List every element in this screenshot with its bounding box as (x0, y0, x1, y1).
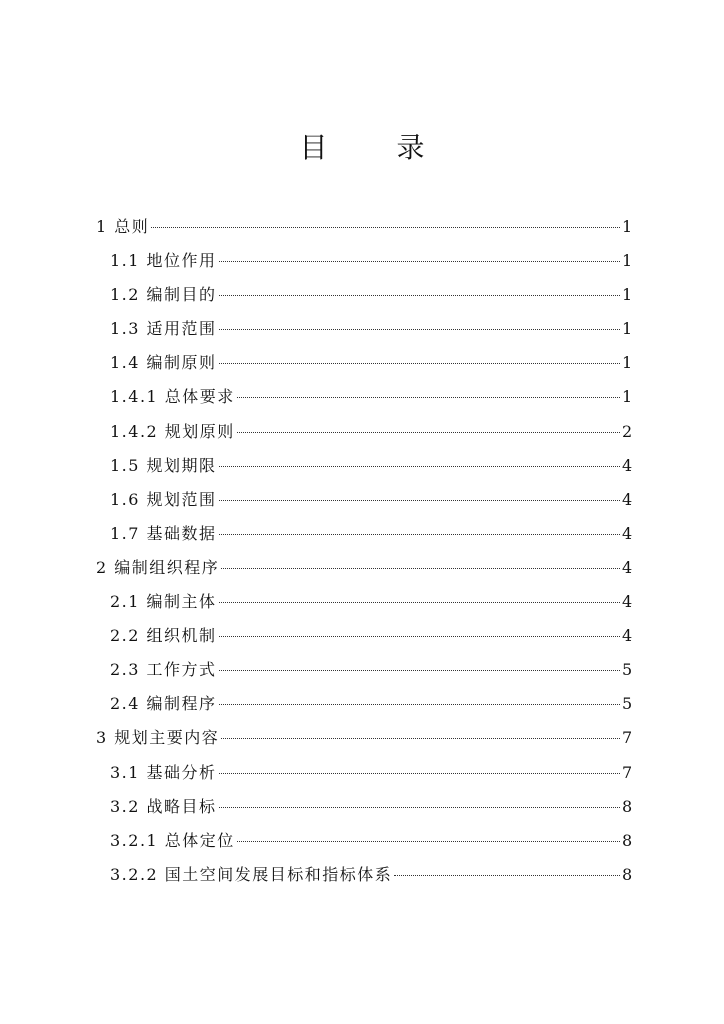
toc-entry[interactable] (96, 551, 632, 585)
toc-entry-label: 3.2.2 国土空间发展目标和指标体系 (110, 864, 393, 884)
toc-page-number: 1 (622, 217, 633, 236)
toc-dot-leader (221, 738, 620, 739)
toc-entry[interactable] (96, 278, 632, 312)
toc-dot-leader (237, 397, 620, 398)
toc-entry-label: 3 规划主要内容 (96, 728, 220, 748)
toc-page-number: 4 (622, 455, 633, 475)
toc-page-number: 5 (622, 660, 633, 680)
toc-entry-label: 1.1 地位作用 (110, 251, 217, 271)
toc-entry-label: 3.2.1 总体定位 (110, 830, 235, 850)
toc-entry[interactable] (96, 721, 632, 755)
toc-page-number: 1 (622, 353, 633, 373)
toc-entry-label: 1.4 编制原则 (110, 353, 217, 373)
toc-entry[interactable] (96, 380, 632, 414)
toc-entry-label: 1.4.1 总体要求 (110, 387, 235, 407)
toc-page-number: 7 (622, 762, 633, 782)
toc-entry[interactable] (96, 619, 632, 653)
toc-dot-leader (219, 466, 620, 467)
toc-dot-leader (219, 261, 620, 262)
toc-page-number: 4 (622, 523, 633, 543)
toc-entry-label: 2.2 组织机制 (110, 626, 217, 646)
toc-entry[interactable] (96, 653, 632, 687)
toc-dot-leader (151, 227, 620, 228)
toc-dot-leader (219, 704, 620, 705)
toc-page-number: 1 (622, 251, 633, 271)
toc-entry-label: 1 总则 (96, 217, 150, 236)
toc-page-number: 7 (622, 728, 633, 748)
toc-page-number: 4 (622, 592, 633, 612)
toc-entry-label: 3.2 战略目标 (110, 796, 217, 816)
toc-entry-label: 1.5 规划期限 (110, 455, 217, 475)
toc-dot-leader (221, 568, 620, 569)
toc-dot-leader (219, 636, 620, 637)
toc-page-number: 4 (622, 557, 633, 577)
table-of-contents (96, 210, 632, 892)
toc-dot-leader (219, 773, 620, 774)
toc-dot-leader (394, 875, 620, 876)
toc-entry[interactable] (96, 415, 632, 449)
toc-page-number: 8 (622, 830, 633, 850)
toc-page-number: 5 (622, 694, 633, 714)
toc-entry-label: 2.3 工作方式 (110, 660, 217, 680)
toc-title: 目 录 (299, 131, 455, 164)
toc-dot-leader (219, 500, 620, 501)
toc-entry[interactable] (96, 687, 632, 721)
toc-dot-leader (219, 534, 620, 535)
toc-entry[interactable] (96, 756, 632, 790)
toc-entry-label: 1.2 编制目的 (110, 285, 217, 305)
toc-dot-leader (219, 329, 620, 330)
toc-entry-label: 3.1 基础分析 (110, 762, 217, 782)
toc-page-number: 4 (622, 489, 633, 509)
toc-entry[interactable] (96, 346, 632, 380)
toc-entry[interactable] (96, 449, 632, 483)
toc-page-number: 1 (622, 387, 633, 407)
toc-entry[interactable] (96, 244, 632, 278)
toc-entry-label: 1.4.2 规划原则 (110, 421, 235, 441)
toc-page-number: 8 (622, 796, 633, 816)
toc-entry[interactable] (96, 585, 632, 619)
toc-entry-label: 1.6 规划范围 (110, 489, 217, 509)
toc-entry[interactable] (96, 858, 632, 892)
toc-dot-leader (237, 432, 620, 433)
toc-dot-leader (219, 602, 620, 603)
toc-entry[interactable] (96, 312, 632, 346)
toc-page-number: 1 (622, 319, 633, 339)
toc-entry[interactable] (96, 210, 632, 244)
toc-entry[interactable] (96, 483, 632, 517)
toc-entry-label: 2.4 编制程序 (110, 694, 217, 714)
toc-dot-leader (219, 807, 620, 808)
toc-page-number: 2 (622, 421, 633, 441)
toc-entry[interactable] (96, 824, 632, 858)
toc-dot-leader (237, 841, 620, 842)
toc-entry-label: 2.1 编制主体 (110, 592, 217, 612)
toc-entry-label: 1.7 基础数据 (110, 523, 217, 543)
toc-entry[interactable] (96, 517, 632, 551)
toc-dot-leader (219, 363, 620, 364)
toc-page-number: 8 (622, 864, 633, 884)
toc-page-number: 1 (622, 285, 633, 305)
toc-entry[interactable] (96, 790, 632, 824)
toc-entry-label: 2 编制组织程序 (96, 557, 220, 577)
toc-dot-leader (219, 670, 620, 671)
toc-dot-leader (219, 295, 620, 296)
toc-page-number: 4 (622, 626, 633, 646)
toc-entry-label: 1.3 适用范围 (110, 319, 217, 339)
